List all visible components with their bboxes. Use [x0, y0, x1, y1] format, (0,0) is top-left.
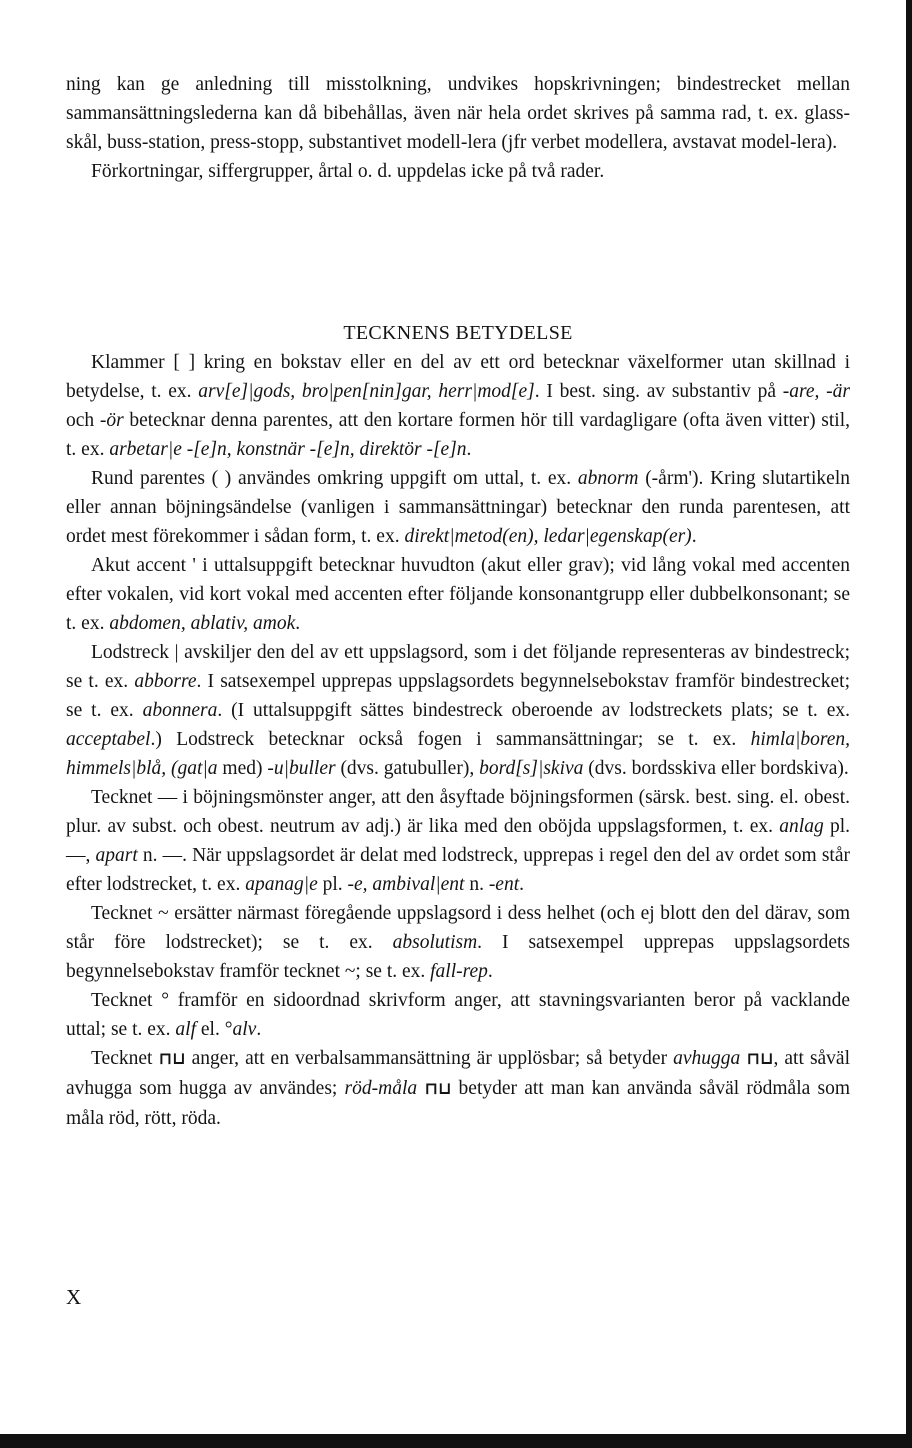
section-heading: TECKNENS BETYDELSE — [343, 322, 573, 344]
page-number: X — [66, 1285, 82, 1309]
paragraph-tankstreck: Tecknet — i böjningsmönster anger, att den åsyftade böjningsformen (särsk. best. sing. el. obest. plur. av subst. och obest. neutrum av adj.) är lika med den oböjda uppslagsformen, t. ex. anlag pl. —, apart n. —. När uppslagsordet är delat med lodstreck, upprepas i regel den del av ordet som står efter lodstrecket, t. ex. apanag|e pl. -e, ambival|ent n. -ent. — [66, 787, 850, 895]
paragraph-ring: Tecknet ° framför en sidoordnad skrivform anger, att stavningsvarianten beror på vacklande uttal; se t. ex. alf el. °alv. — [66, 990, 850, 1040]
page-body — [66, 70, 850, 1133]
paragraph-hyphenation: ning kan ge anledning till misstolkning, undvikes hopskrivningen; bindestrecket mellan sammansättningslederna kan då bibehållas, även när hela ordet skrives på samma rad, t. ex. glass-skål, buss-station, press-stopp, substantivet modell-lera (jfr verbet modellera, avstavat model-lera). — [66, 74, 850, 153]
paragraph-lodstreck: Lodstreck | avskiljer den del av ett uppslagsord, som i det följande representeras av bindestreck; se t. ex. abborre. I satsexempel upprepas uppslagsordets begynnelsebokstav framför bindestrecket; se t. ex. abonnera. (I uttalsuppgift sättes bindestreck oberoende av lodstreckets plats; se t. ex. acceptabel.) Lodstreck betecknar också fogen i sammansättningar; se t. ex. himla|boren, himmels|blå, (gat|a med) -u|buller (dvs. gatubuller), bord[s]|skiva (dvs. bordsskiva eller bordskiva). — [66, 642, 850, 779]
upplosbar-symbol-icon: ⊓⊔ — [158, 1049, 186, 1069]
paragraph-klammer: Klammer [ ] kring en bokstav eller en del av ett ord betecknar växelformer utan skillnad i betydelse, t. ex. arv[e]|gods, bro|pen[nin]gar, herr|mod[e]. I best. sing. av substantiv på -are, -är och -ör betecknar denna parentes, att den kortare formen hör till vardagligare (ofta även vitter) stil, t. ex. arbetar|e -[e]n, konstnär -[e]n, direktör -[e]n. — [66, 352, 850, 460]
upplosbar-symbol-icon: ⊓⊔ — [746, 1049, 774, 1069]
paragraph-abbreviations: Förkortningar, siffergrupper, årtal o. d. uppdelas icke på två rader. — [91, 161, 605, 182]
paragraph-tilde: Tecknet ~ ersätter närmast föregående uppslagsord i dess helhet (och ej blott den del därav, som står före lodstrecket); se t. ex. absolutism. I satsexempel upprepas uppslagsordets begynnelsebokstav framför tecknet ~; se t. ex. fall-rep. — [66, 903, 850, 982]
paragraph-upplosbar: Tecknet ⊓⊔ anger, att en verbalsammansättning är upplösbar; så betyder avhugga ⊓⊔, att såväl avhugga som hugga av användes; röd-måla ⊓⊔ betyder att man kan använda såväl rödmåla som måla röd, rött, röda. — [66, 1048, 851, 1129]
paragraph-rund-parentes: Rund parentes ( ) användes omkring uppgift om uttal, t. ex. abnorm (-årm'). Kring slutartikeln eller annan böjningsändelse (vanligen i sammansättningar) betecknar den runda parentesen, att ordet mest förekommer i sådan form, t. ex. direkt|metod(en), ledar|egenskap(er). — [66, 468, 850, 547]
upplosbar-symbol-icon: ⊓⊔ — [424, 1079, 452, 1099]
paragraph-akut-accent: Akut accent ' i uttalsuppgift betecknar huvudton (akut eller grav); vid lång vokal med accenten efter vokalen, vid kort vokal med accenten efter följande konsonantgrupp eller dubbelkonsonant; se t. ex. abdomen, ablativ, amok. — [66, 555, 850, 634]
scan-edge-bottom — [0, 1434, 912, 1448]
scan-edge-right — [906, 0, 912, 1448]
